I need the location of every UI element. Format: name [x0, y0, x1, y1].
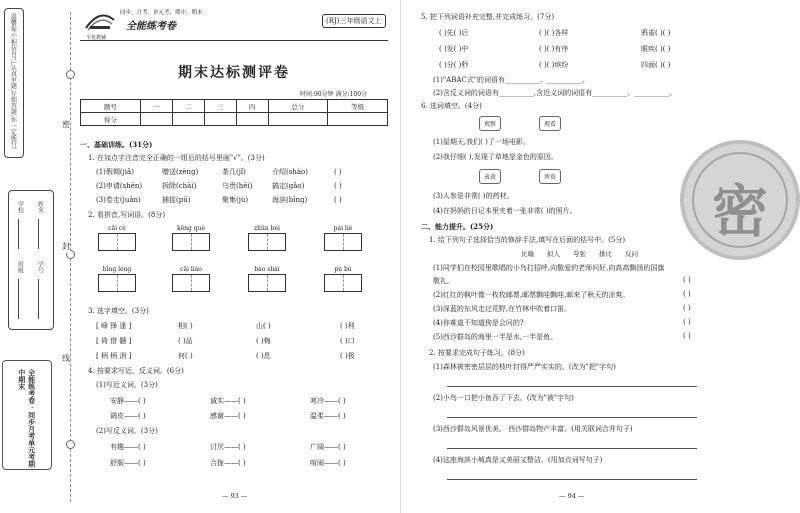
- top-tags: 同步、月考、单元考、期中、期末: [120, 10, 203, 16]
- q4b-prompt: (2)写反义词。(3分): [96, 427, 158, 435]
- word-scroll: 观看: [539, 116, 561, 131]
- answer-line[interactable]: [447, 479, 697, 480]
- q2-prompt: 2. 看拼音,写词语。(8分): [88, 211, 166, 219]
- rhetoric-item: (4)你难道不知道狗是会问的?: [433, 319, 524, 327]
- rhetoric-answer[interactable]: ( ): [683, 276, 691, 284]
- rhetoric-option: 比喻: [521, 250, 534, 258]
- pinyin-box[interactable]: [324, 225, 362, 251]
- pinyin: bīng léng: [102, 266, 132, 273]
- q4b-row: [110, 442, 346, 452]
- sentence-task: (1)森林被密密层层的枝叶封得严严实实的。(改为"把"字句): [433, 363, 616, 371]
- q4b-row: [110, 458, 346, 468]
- score-cell[interactable]: [204, 113, 236, 126]
- rhetoric-option: 排比: [599, 250, 612, 258]
- score-row: [81, 113, 388, 126]
- score-header-cell: 等级: [328, 100, 388, 113]
- rhetoric-item: (5)西沙群岛的海里一半是水,一半是鱼。: [433, 333, 558, 341]
- score-header-cell: 总分: [268, 100, 328, 113]
- answer-line[interactable]: [447, 386, 697, 387]
- rhetoric-prompt: 1. 给下列句子选择恰当的修辞手法,填写在后面的括号中。(5分): [429, 236, 626, 244]
- q3-prompt: 3. 选字填空。(3分): [88, 307, 149, 315]
- class-label: 班级: [16, 261, 24, 273]
- sentence-task: (2)小鸟一口把小鱼吞了下去。(改为"被"字句): [433, 394, 574, 402]
- q1-word: 海滨(bīng): [272, 196, 308, 204]
- idiom-blank[interactable]: ( )( )各样: [539, 29, 569, 37]
- q1-word: 拆除(chāi): [162, 182, 197, 190]
- q3-options: [ 峰 锋 逢 ]: [96, 322, 132, 330]
- q3-row: [96, 321, 355, 331]
- secret-stamp: [680, 140, 800, 260]
- q5-sub-2[interactable]: (2)含反义词的词语有__________,含近义词的词语有__________、__________。: [433, 89, 677, 97]
- q3-blank[interactable]: ( )口: [340, 337, 355, 345]
- antonym-item[interactable]: 合拢——( ): [210, 459, 246, 467]
- antonym-item[interactable]: 有趣——( ): [110, 443, 146, 451]
- pinyin: cāi liào: [180, 266, 202, 273]
- score-cell[interactable]: [268, 113, 328, 126]
- answer-line[interactable]: [447, 417, 697, 418]
- pinyin-box[interactable]: [98, 225, 136, 251]
- rhetoric-answer[interactable]: ( ): [683, 304, 691, 312]
- antonym-item[interactable]: 舒服——( ): [110, 459, 146, 467]
- class-line: [18, 279, 19, 319]
- q1-word: 捕捉(pū): [162, 196, 191, 204]
- section-1-heading: 一、基础训练。(31分): [80, 140, 153, 149]
- pinyin-box[interactable]: [324, 266, 362, 292]
- rhetoric-option: 拟人: [547, 250, 560, 258]
- sentence-task: (4)这座海滨小城真是又美丽又整洁。(用加点词写句子): [433, 456, 603, 464]
- synonym-item[interactable]: 感谢——( ): [210, 412, 246, 420]
- q1-row-1: [96, 167, 342, 177]
- page-number-left: — 93 —: [222, 492, 248, 500]
- q3-blank[interactable]: ( )梅: [256, 337, 271, 345]
- q3-options: [ 柄 柄 消 ]: [96, 352, 132, 360]
- pinyin-box[interactable]: [248, 266, 286, 292]
- synonym-item[interactable]: 安静——( ): [110, 397, 146, 405]
- q3-row: [96, 336, 355, 346]
- q6-sentence[interactable]: (2)我仔细( ),发现了草地是金色的原因。: [433, 153, 558, 161]
- series-book-badge: [2, 360, 52, 470]
- score-header-row: [81, 100, 388, 113]
- score-header-cell: 一: [140, 100, 172, 113]
- q1-answer-paren[interactable]: ( ): [334, 182, 342, 190]
- sentence-prompt: 2. 按要求完成句子练习。(8分): [429, 349, 525, 357]
- synonym-item[interactable]: 调皮——( ): [110, 412, 146, 420]
- binding-hole: [66, 70, 75, 79]
- q1-answer-paren[interactable]: ( ): [334, 196, 342, 204]
- q1-word: 介绍(shào): [272, 168, 308, 176]
- idiom-blank[interactable]: 鸦雀( )( ): [641, 29, 671, 37]
- q3-options: [ 倚 借 髓 ]: [96, 337, 132, 345]
- name-label: 姓名: [36, 201, 44, 213]
- seal-char: 封: [62, 242, 70, 251]
- q1-word: 茶几(jǐ): [222, 168, 246, 176]
- q1-word: (3)卷走(juǎn): [96, 196, 141, 204]
- q1-row-3: [96, 195, 342, 205]
- score-header-cell: 二: [172, 100, 204, 113]
- q6-prompt: 6. 选词填空。(4分): [421, 102, 482, 110]
- score-row-label: 得分: [81, 113, 141, 126]
- synonym-item[interactable]: 诚实——( ): [210, 397, 246, 405]
- section-2-heading: 二、能力提升。(25分): [421, 222, 494, 231]
- q3-blank[interactable]: ( )品: [178, 337, 193, 345]
- seal-char: 密: [62, 120, 70, 129]
- series-book-text: 全能练考卷 · 同步月考单元考期中期末: [17, 369, 37, 468]
- q1-word: 乌贵(hēi): [222, 182, 253, 190]
- idiom-blank[interactable]: 眼疾( )( ): [641, 45, 671, 53]
- q5-row: [439, 60, 670, 70]
- student-info-box: [8, 190, 54, 330]
- score-cell[interactable]: [172, 113, 204, 126]
- answer-line[interactable]: [447, 448, 697, 449]
- idiom-blank[interactable]: ( )先( )后: [439, 29, 469, 37]
- antonym-item[interactable]: 讨厌——( ): [210, 443, 246, 451]
- score-table: [80, 99, 388, 126]
- word-scroll: 观察: [479, 116, 501, 131]
- antonym-item[interactable]: 喧闹——( ): [310, 459, 346, 467]
- pinyin-box[interactable]: [172, 225, 210, 251]
- q3-blank[interactable]: 何( ): [178, 352, 193, 360]
- rhetoric-answer[interactable]: ( ): [683, 290, 691, 298]
- rhetoric-item: (3)深蓝的东风走过荒野,在竹林中吹着口笛。: [433, 305, 572, 313]
- rhetoric-item: (1)同学们在校园里歌唱的小鸟打招呼,向敬爱的老师问好,向高高飘扬的国旗: [433, 264, 665, 272]
- score-header-cell: 四: [236, 100, 268, 113]
- notice-text: 温馨提示:相信自己,认真审题,仔细答题,你一定能行!: [9, 13, 17, 150]
- rhetoric-options: [521, 249, 638, 258]
- pinyin: bào shài: [254, 266, 280, 273]
- pinyin: pù bù: [334, 266, 352, 273]
- q4a-prompt: (1)写近义词。(3分): [96, 381, 158, 389]
- page-number-right: — 94 —: [559, 492, 585, 500]
- q3-blank[interactable]: ( )极: [340, 352, 355, 360]
- pinyin: kōng què: [176, 225, 206, 232]
- idiom-blank[interactable]: 四面( )( ): [641, 61, 671, 69]
- pinyin-box[interactable]: [98, 266, 136, 292]
- score-header-cell: 题号: [81, 100, 141, 113]
- idiom-blank[interactable]: ( )发( )中: [439, 45, 469, 53]
- binding-margin: [0, 0, 70, 513]
- rhetoric-answer[interactable]: ( ): [683, 318, 691, 326]
- school-label: 学校: [16, 201, 24, 213]
- rhetoric-answer[interactable]: ( ): [683, 332, 691, 340]
- word-scroll: 表黄: [479, 169, 501, 184]
- exam-info: 时间:90分钟 满分:100分: [300, 91, 368, 98]
- name-line: [38, 219, 39, 249]
- binding-hole: [66, 440, 75, 449]
- q4-prompt: 4. 按要求写近、反义词。(6分): [88, 367, 184, 375]
- q3-blank[interactable]: ( )息: [256, 352, 271, 360]
- antonym-item[interactable]: 广阔——( ): [310, 443, 346, 451]
- q3-blank[interactable]: 山( ): [256, 322, 271, 330]
- q3-blank[interactable]: ( )利: [340, 322, 355, 330]
- q1-prompt: 1. 在加点字注音完全正确的一组后的括号里画"√"。(3分): [88, 154, 265, 162]
- idiom-blank[interactable]: ( )( )有序: [539, 45, 569, 53]
- edition-badge: (RJ)三年级语文上: [322, 14, 386, 28]
- synonym-item[interactable]: 温柔——( ): [310, 412, 346, 420]
- q1-answer-paren[interactable]: ( ): [334, 168, 342, 176]
- pinyin-box[interactable]: [248, 225, 286, 251]
- score-cell[interactable]: [328, 113, 388, 126]
- id-label: 学号: [36, 261, 44, 273]
- school-line: [18, 219, 19, 249]
- q5-row: [439, 44, 670, 54]
- series-name: 全能练考卷: [126, 21, 176, 32]
- score-cell[interactable]: [140, 113, 172, 126]
- q5-sub-1[interactable]: (1)"ABAC式"的词语有__________、__________。: [433, 76, 589, 84]
- pinyin-box[interactable]: [172, 266, 210, 292]
- q3-blank[interactable]: 相( ): [178, 322, 193, 330]
- q6-sentence[interactable]: (4)在妈妈的日记本里夹着一张非常( )的照片。: [433, 207, 577, 215]
- q1-word: 搞定(gǎo): [272, 182, 305, 190]
- header-rule: [80, 40, 388, 41]
- pinyin: pái liè: [333, 225, 353, 232]
- brand-name: 全优教辅: [86, 35, 107, 41]
- id-line: [38, 279, 39, 319]
- q5-prompt: 5. 把下列词语补充完整,并完成练习。(7分): [421, 13, 555, 21]
- pinyin: zhǔn bèi: [254, 225, 280, 232]
- word-scroll: 珍贵: [539, 169, 561, 184]
- sentence-task: (3)西沙群岛风景优美。 西沙群岛物产丰富。(用关联词合并句子): [433, 425, 633, 433]
- rhetoric-option: 夸张: [573, 250, 586, 258]
- exam-title: 期末达标测评卷: [178, 65, 290, 81]
- rhetoric-option: 反问: [625, 250, 638, 258]
- notice-box: [4, 8, 24, 158]
- q4a-row: [110, 396, 346, 406]
- q6-sentence[interactable]: (3)人参是非常( )的药材。: [433, 192, 514, 200]
- q4a-row: [110, 411, 346, 421]
- q6-sentence[interactable]: (1)星期天,我们( )了一场电影。: [433, 138, 530, 146]
- q1-word: (2)申请(shēn): [96, 182, 143, 190]
- q1-word: 赠送(zèng): [162, 168, 199, 176]
- q5-row: [439, 28, 670, 38]
- rhetoric-item-cont: 敬礼。: [433, 277, 454, 285]
- idiom-blank[interactable]: ( )( )缤纷: [539, 61, 569, 69]
- score-header-cell: 三: [204, 100, 236, 113]
- q1-word: (1)假期(jiǎ): [96, 168, 134, 176]
- score-cell[interactable]: [236, 113, 268, 126]
- rhetoric-item: (2)红红的枫叶像一枚枚邮票,邮票飘哇飘哇,邮来了秋天的凉爽。: [433, 291, 630, 299]
- brand-logo-icon: [84, 6, 116, 34]
- q3-row: [96, 351, 355, 361]
- idiom-blank[interactable]: ( )分( )秒: [439, 61, 469, 69]
- q1-row-2: [96, 181, 342, 191]
- q1-word: 聚集(jù): [222, 196, 249, 204]
- synonym-item[interactable]: 寒冷——( ): [310, 397, 346, 405]
- stamp-char: 密: [712, 179, 768, 245]
- pinyin: cāi cè: [108, 225, 126, 232]
- seal-char: 线: [62, 354, 70, 363]
